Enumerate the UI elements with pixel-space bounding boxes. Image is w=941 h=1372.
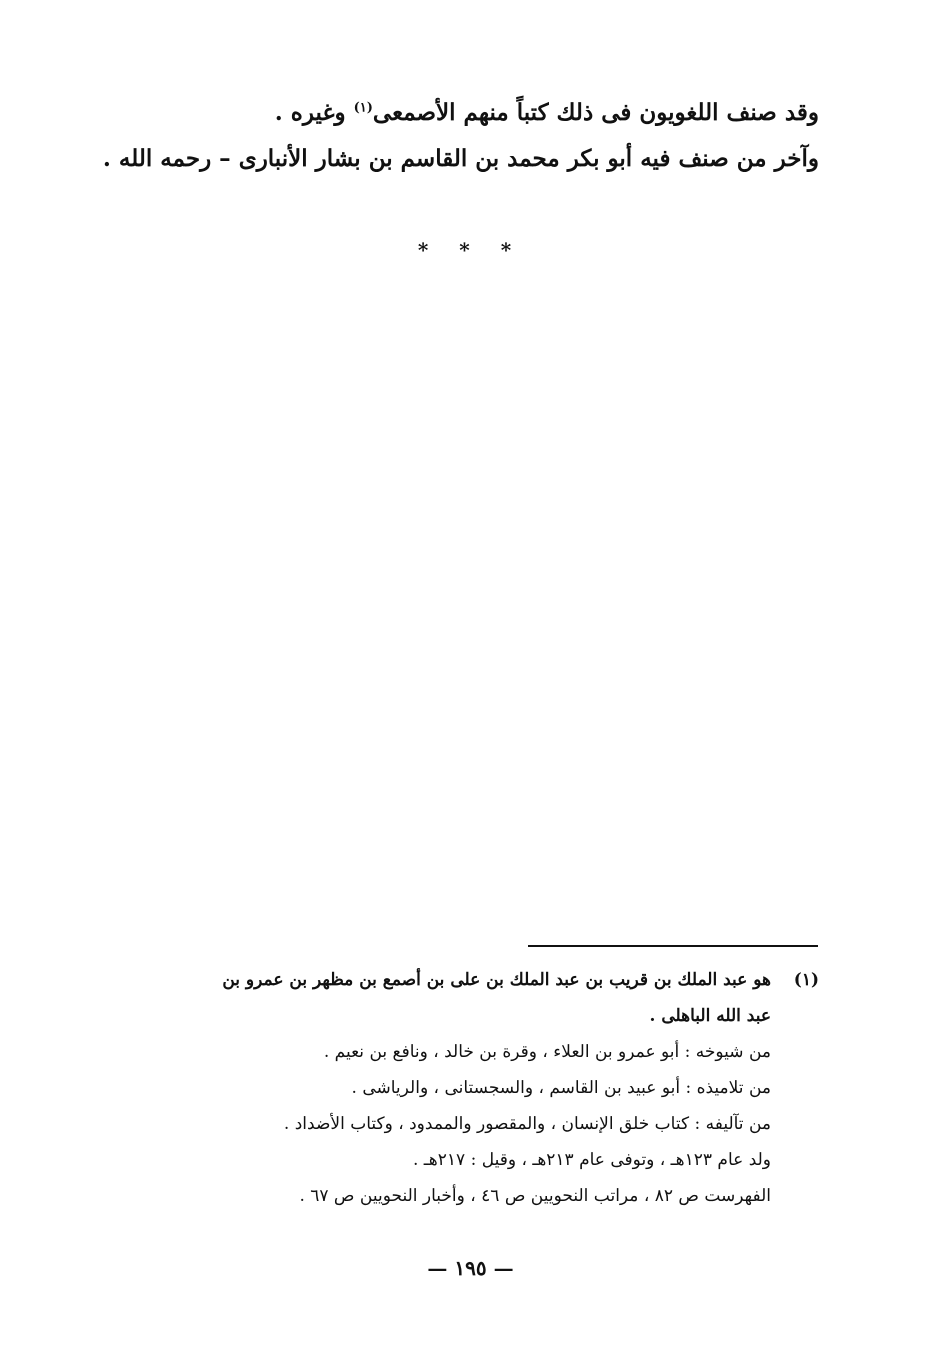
footnote-number: (١) (793, 970, 819, 990)
section-separator: * * * (417, 238, 524, 262)
footnote-line-6: ولد عام ١٢٣هـ ، وتوفى عام ٢١٣هـ ، وقيل : ٢١٧هـ . (413, 1150, 771, 1170)
footnote-line-7: الفهرست ص ٨٢ ، مراتب النحويين ص ٤٦ ، وأخبار النحويين ص ٦٧ . (299, 1186, 771, 1206)
footnote-line-5: من تآليفه : كتاب خلق الإنسان ، والمقصور والممدود ، وكتاب الأضداد . (283, 1114, 771, 1134)
footnote-reference-marker: (١) (353, 100, 373, 116)
page-number: — ١٩٥ — (427, 1256, 514, 1280)
footnote-first-row (129, 962, 819, 998)
footnote-line-4: من تلاميذه : أبو عبيد بن القاسم ، والسجستانى ، والرياشى . (351, 1078, 771, 1098)
footnote-line-2: عبد الله الباهلى . (649, 1006, 771, 1026)
main-text-line-1-end: وغيره . (274, 99, 354, 126)
main-text-line-1 (119, 98, 819, 128)
main-text-line-2: وآخر من صنف فيه أبو بكر محمد بن القاسم بن بشار الأنبارى – رحمه الله . (102, 145, 819, 172)
footnote-line-3: من شيوخه : أبو عمرو بن العلاء ، وقرة بن خالد ، ونافع بن نعيم . (323, 1042, 771, 1062)
footnote (129, 962, 819, 1214)
footnote-divider (528, 945, 818, 947)
footnote-line-1: هو عبد الملك بن قريب بن عبد الملك بن على بن أصمع بن مظهر بن عمرو بن (222, 970, 771, 990)
main-text-line-1-start: وقد صنف اللغويون فى ذلك كتباً منهم الأصمعى (372, 99, 819, 126)
